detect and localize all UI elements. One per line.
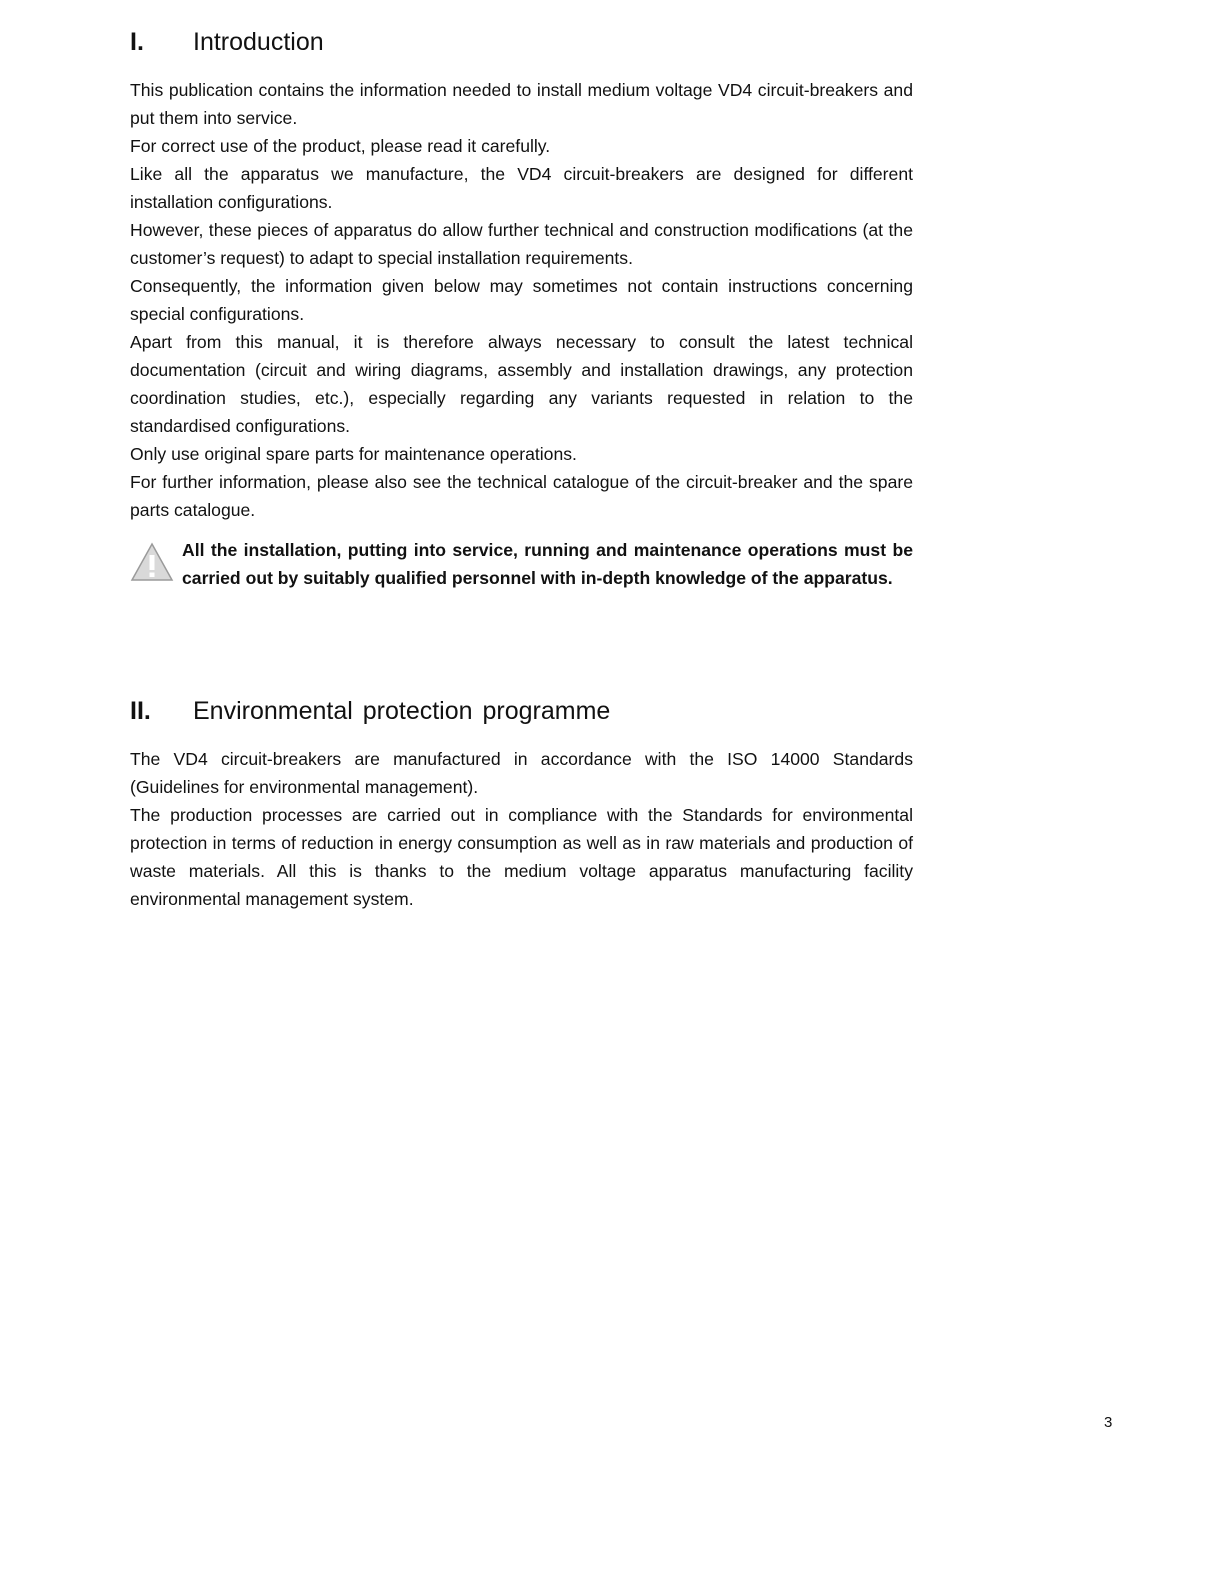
paragraph: Like all the apparatus we manufacture, the VD4 circuit-breakers are designed for different installation configurations. xyxy=(130,164,913,212)
section-number: II. xyxy=(130,697,151,725)
warning-text: All the installation, putting into service, running and maintenance operations must be carried out by suitably qualified personnel with in-depth knowledge of the apparatus. xyxy=(182,540,913,588)
paragraph: For correct use of the product, please read it carefully. xyxy=(130,136,551,156)
section-title: Environmental protection programme xyxy=(193,697,611,725)
paragraph: The VD4 circuit-breakers are manufactured in accordance with the ISO 14000 Standards (Guidelines for environmental management). xyxy=(130,749,913,797)
warning-triangle-icon xyxy=(130,542,174,582)
section-environmental xyxy=(130,697,913,913)
section-number: I. xyxy=(130,28,144,56)
paragraph: Consequently, the information given below may sometimes not contain instructions concerning special configurations. xyxy=(130,276,913,324)
paragraph: The production processes are carried out in compliance with the Standards for environmental protection in terms of reduction in energy consumption as well as in raw materials and production of waste materials. All this is thanks to the medium voltage apparatus manufacturing facility environmental management system. xyxy=(130,805,913,909)
section-title: Introduction xyxy=(193,28,324,56)
section-heading xyxy=(130,28,913,68)
section-heading xyxy=(130,697,913,737)
paragraph: However, these pieces of apparatus do allow further technical and construction modifications (at the customer’s request) to adapt to special installation requirements. xyxy=(130,220,913,268)
page-number: 3 xyxy=(1104,1414,1113,1431)
section-introduction xyxy=(130,28,913,524)
paragraph: This publication contains the information needed to install medium voltage VD4 circuit-breakers and put them into service. xyxy=(130,80,913,128)
safety-warning xyxy=(130,536,913,596)
paragraph: Apart from this manual, it is therefore always necessary to consult the latest technical documentation (circuit and wiring diagrams, assembly and installation drawings, any protection coordination studies, etc.), especially regarding any variants requested in relation to the standardised configurations. xyxy=(130,332,913,436)
paragraph: For further information, please also see the technical catalogue of the circuit-breaker and the spare parts catalogue. xyxy=(130,472,913,520)
paragraph: Only use original spare parts for maintenance operations. xyxy=(130,444,577,464)
